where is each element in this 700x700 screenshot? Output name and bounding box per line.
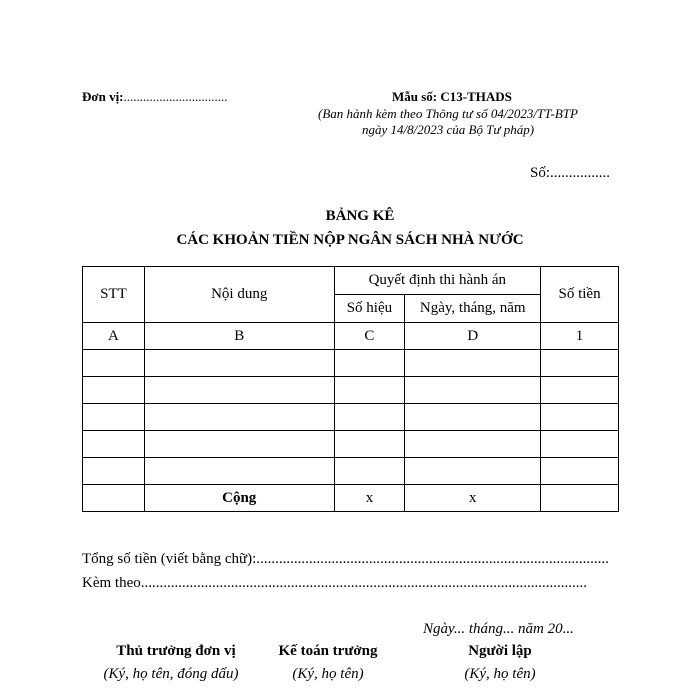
signature-title-accountant: Kế toán trưởng	[278, 643, 378, 659]
title-line-1: BẢNG KÊ	[325, 208, 395, 224]
unit-dots: ................................	[123, 89, 228, 104]
table-cell[interactable]	[334, 377, 405, 404]
table-cell[interactable]	[334, 458, 405, 485]
table-cell[interactable]	[144, 404, 334, 431]
header-number: Số hiệu	[334, 295, 405, 323]
table-cell[interactable]	[405, 431, 541, 458]
title-line-2: CÁC KHOẢN TIỀN NỘP NGÂN SÁCH NHÀ NƯỚC	[176, 232, 524, 248]
table-cell[interactable]	[334, 431, 405, 458]
code-cell: 1	[541, 323, 619, 350]
unit-label: Đơn vị:	[82, 89, 124, 104]
header-stt: STT	[83, 267, 145, 323]
issued-by-line-2: ngày 14/8/2023 của Bộ Tư pháp)	[362, 122, 535, 137]
code-cell: B	[144, 323, 334, 350]
date-line: Ngày... tháng... năm 20...	[423, 621, 574, 637]
table-cell[interactable]	[541, 458, 619, 485]
signature-title-preparer: Người lập	[468, 643, 532, 659]
table-row	[83, 350, 619, 377]
table-header-row-1	[83, 267, 619, 295]
total-in-words-line: Tổng số tiền (viết bằng chữ):..............................................................................................	[82, 551, 609, 567]
table-cell[interactable]	[541, 377, 619, 404]
table-cell[interactable]	[405, 350, 541, 377]
issued-by-line-1: (Ban hành kèm theo Thông tư số 04/2023/TT-BTP	[318, 106, 578, 121]
table-cell[interactable]	[83, 377, 145, 404]
unit-line	[82, 89, 228, 105]
form-code	[392, 89, 512, 105]
total-label: Cộng	[144, 485, 334, 512]
total-amount-cell[interactable]	[541, 485, 619, 512]
total-stt-cell	[83, 485, 145, 512]
table-row	[83, 458, 619, 485]
signature-title-head: Thủ trưởng đơn vị	[116, 643, 236, 659]
attached-line: Kèm theo.......................................................................................................................	[82, 575, 587, 591]
total-date-cell: x	[405, 485, 541, 512]
table-cell[interactable]	[83, 431, 145, 458]
signature-note-accountant: (Ký, họ tên)	[292, 666, 364, 682]
table-row	[83, 377, 619, 404]
document-number: Số:................	[530, 165, 611, 181]
table-cell[interactable]	[144, 458, 334, 485]
table-cell[interactable]	[405, 377, 541, 404]
table-total-row	[83, 485, 619, 512]
table-cell[interactable]	[541, 350, 619, 377]
table-cell[interactable]	[334, 350, 405, 377]
code-cell: A	[83, 323, 145, 350]
signature-note-head: (Ký, họ tên, đóng dấu)	[103, 666, 239, 682]
table-cell[interactable]	[144, 431, 334, 458]
table-cell[interactable]	[541, 404, 619, 431]
table-cell[interactable]	[144, 377, 334, 404]
table-cell[interactable]	[405, 458, 541, 485]
table-cell[interactable]	[83, 404, 145, 431]
code-cell: D	[405, 323, 541, 350]
statement-table	[82, 266, 619, 512]
header-date: Ngày, tháng, năm	[405, 295, 541, 323]
table-cell[interactable]	[144, 350, 334, 377]
table-cell[interactable]	[541, 431, 619, 458]
table-row	[83, 404, 619, 431]
table-row	[83, 431, 619, 458]
form-code-value: C13-THADS	[440, 89, 512, 104]
table-code-row	[83, 323, 619, 350]
table-cell[interactable]	[83, 350, 145, 377]
form-code-label: Mẫu số:	[392, 89, 438, 104]
table-cell[interactable]	[405, 404, 541, 431]
code-cell: C	[334, 323, 405, 350]
signature-note-preparer: (Ký, họ tên)	[464, 666, 536, 682]
table-cell[interactable]	[334, 404, 405, 431]
header-content: Nội dung	[144, 267, 334, 323]
table-cell[interactable]	[83, 458, 145, 485]
header-amount: Số tiền	[541, 267, 619, 323]
header-decision: Quyết định thi hành án	[334, 267, 541, 295]
total-number-cell: x	[334, 485, 405, 512]
